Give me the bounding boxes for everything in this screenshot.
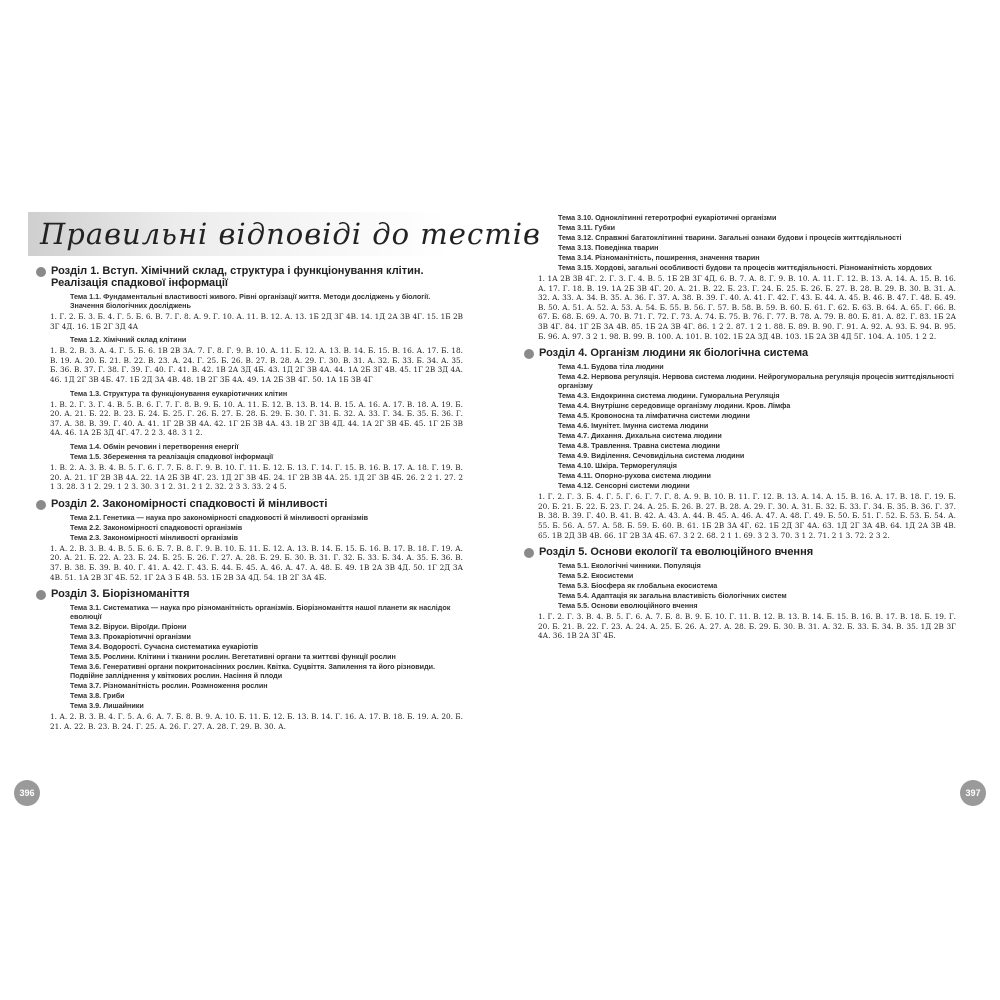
topic-heading: Тема 1.3. Структура та функціонування еукаріотичних клітин xyxy=(70,388,288,398)
topic-heading: Тема 4.2. Нервова регуляція. Нервова система людини. Нейрогуморальна регуляція процесів життєдіяльності організму xyxy=(558,372,954,391)
section-title: Розділ 1. Вступ. Хімічний склад, структура і функціонування клітин. Реалізація спадкової інформації xyxy=(51,265,424,289)
topic-heading: Тема 4.12. Сенсорні системи людини xyxy=(558,481,690,491)
topic-heading: Тема 4.11. Опорно-рухова система людини xyxy=(558,471,711,481)
circle-bullet-icon xyxy=(36,267,46,277)
circle-bullet-icon xyxy=(36,590,46,600)
answer-key: 1. 1А 2В 3В 4Г. 2. Г. 3. Г. 4. В. 5. 1Б 2В 3Г 4Д. 6. В. 7. А. 8. Г. 9. В. 10. А. 11. Г. 12. В. 13. А. 14. А. 15. В. 16. А. 17. Г. 18. В. 19. 1А 2Б 3В 4Г. 20. А. 21. В. 22. Б. 23. Г. 24. Б. 25. Б. 26. Б. 27. В. 28. В. 29. В. 30. В. 31. А. 32. А. 33. А. 34. В. 35. А. 36. Г. 37. А. 38. В. 39. Г. 40. А. 41. Г. 42. Г. 43. Б. 44. А. 45. В. 46. В. 47. Г. 48. Б. 49. В. 50. А. 51. А. 52. А. 53. А. 54. Б. 55. В. 56. Г. 57. В. 58. В. 59. В. 60. Б. 61. Г. 62. Б. 63. В. 64. А. 65. Г. 66. В. 67. Б. 68. Б. 69. А. 70. В. 71. Г. 72. Г. 73. А. 74. Б. 75. В. 76. Г. 77. В. 78. А. 79. В. 80. Б. 81. А. 82. Г. 83. 1Б 2А 3В 4Г. 84. 1Г 2Б 3А 4В. 85. 1Б 2А 3В 4Г. 86. 1 2 2. 87. 1 2 1. 88. Б. 89. В. 90. Г. 91. А. 92. А. 93. Б. 94. В. 95. Б. 96. А. 97. 3 2 1. 98. В. 99. В. 100. А. 101. В. 102. 1Б 2А 3Д 4В. 103. 1Б 2А 3В 4Д 5Г. 104. А. 105. 1 2 2. xyxy=(538,274,956,341)
circle-bullet-icon xyxy=(524,548,534,558)
answer-key: 1. В. 2. А. 3. В. 4. В. 5. Г. 6. Г. 7. Б. 8. Г. 9. В. 10. Г. 11. Б. 12. Б. 13. Г. 14. Г. 15. В. 16. В. 17. А. 18. Г. 19. В. 20. А. 21. 1Г 2В 3В 4А. 22. 1А 2Б 3В 4Г. 23. 1Д 2Г 3В 4Б. 24. 1Г 2В 3В 4А. 25. 1Д 2Г 3В 4Б. 26. 2 2 1. 27. 2 1 3. 28. 3 1 2. 29. 1 2 3. 30. 3 1 2. 31. 2 1 2. 32. 2 3 3. 33. 2 4 5. xyxy=(50,462,463,492)
section-heading xyxy=(524,347,956,359)
topic-heading: Тема 4.7. Дихання. Дихальна система людини xyxy=(558,431,722,441)
page-number-right: 397 xyxy=(960,780,986,806)
title-banner xyxy=(28,212,541,256)
topic-heading: Тема 1.2. Хімічний склад клітини xyxy=(70,335,187,345)
topic-heading: Тема 3.10. Одноклітинні гетеротрофні еукаріотичні організми xyxy=(558,213,777,222)
answer-key: 1. А. 2. В. 3. В. 4. Г. 5. А. 6. А. 7. Б. 8. В. 9. А. 10. Б. 11. Б. 12. Б. 13. В. 14. Г. 16. А. 17. В. 18. Б. 19. А. 20. Б. 21. А. 22. В. 23. В. 24. Г. 25. А. 26. Г. 27. А. 28. Г. 29. В. 30. А. xyxy=(50,712,463,731)
topic-heading: Тема 4.8. Травлення. Травна система людини xyxy=(558,441,720,451)
left-page xyxy=(40,212,541,735)
topic-heading: Тема 3.2. Віруси. Віроїди. Пріони xyxy=(70,622,187,632)
topic-heading: Тема 5.2. Екосистеми xyxy=(558,571,634,581)
topic-heading: Тема 4.3. Ендокринна система людини. Гуморальна Регуляція xyxy=(558,391,780,401)
topic-heading: Тема 3.14. Різноманітність, поширення, значення тварин xyxy=(558,253,760,262)
section-title: Розділ 3. Біорізноманіття xyxy=(51,588,190,601)
page-number-left: 396 xyxy=(14,780,40,806)
topic-heading: Тема 4.1. Будова тіла людини xyxy=(558,362,664,372)
section-heading xyxy=(36,265,463,289)
topic-heading: Тема 3.7. Різноманітність рослин. Розмноження рослин xyxy=(70,681,268,691)
topic-heading: Тема 2.2. Закономірності спадковості організмів xyxy=(70,522,243,532)
right-page xyxy=(538,212,956,645)
answer-key: 1. В. 2. Г. 3. Г. 4. В. 5. В. 6. Г. 7. Г. 8. В. 9. Б. 10. А. 11. Б. 12. В. 13. В. 14. В. 15. А. 16. А. 17. В. 18. А. 19. Б. 20. А. 21. Б. 22. В. 23. Б. 24. Б. 25. Г. 26. Б. 27. Б. 28. Б. 29. Б. 30. Г. 31. Б. 32. А. 33. Г. 34. Б. 35. Б. 36. Г. 37. А. 38. В. 39. Г. 40. А. 41. 1Г 2В 3В 4А. 42. 1Г 2Б 3В 4А. 43. 1В 2Г 3В 4Д. 44. 1А 2Г 3В 4Б. 45. 1Г 2Б 3В 4А. 46. 1А 2Б 3Д 4Г. 47. 2 2 3. 48. 3 1 2. xyxy=(50,399,463,438)
topic-heading: Тема 3.4. Водорості. Сучасна систематика еукаріотів xyxy=(70,642,259,652)
topic-heading: Тема 2.3. Закономірності мінливості організмів xyxy=(70,532,239,542)
circle-bullet-icon xyxy=(524,349,534,359)
page-title: Правильні відповіді до тестів xyxy=(40,217,541,251)
topic-heading: Тема 5.4. Адаптація як загальна властивість біологічних систем xyxy=(558,591,787,601)
circle-bullet-icon xyxy=(36,500,46,510)
topic-heading: Тема 3.1. Систематика — наука про різноманітність організмів. Біорізноманіття нашої планети як наслідок еволюції xyxy=(70,603,451,622)
topic-heading: Тема 5.3. Біосфера як глобальна екосистема xyxy=(558,581,718,591)
topic-heading: Тема 3.6. Генеративні органи покритонасінних рослин. Квітка. Суцвіття. Запилення та його різновиди. Подвійне запліднення у квіткових рослин. Насіння й плоди xyxy=(70,662,436,681)
section-title: Розділ 5. Основи екології та еволюційного вчення xyxy=(539,546,814,559)
topic-heading: Тема 2.1. Генетика — наука про закономірності спадковості й мінливості організмів xyxy=(70,512,369,522)
section-heading xyxy=(36,498,463,510)
topic-heading: Тема 3.3. Прокаріотичні організми xyxy=(70,632,191,642)
topic-heading: Тема 4.4. Внутрішнє середовище організму людини. Кров. Лімфа xyxy=(558,401,791,411)
left-page-content xyxy=(50,265,463,731)
topic-heading: Тема 5.5. Основи еволюційного вчення xyxy=(558,601,698,611)
topic-heading: Тема 3.12. Справжні багатоклітинні тварини. Загальні ознаки будови і процесів життєдіяльності xyxy=(558,233,902,242)
topic-heading: Тема 3.13. Поведінка тварин xyxy=(558,243,659,252)
topic-heading: Тема 4.5. Кровоносна та лімфатична системи людини xyxy=(558,411,750,421)
answer-key: 1. Г. 2. Г. 3. В. 4. В. 5. Г. 6. А. 7. Б. 8. В. 9. Б. 10. Г. 11. В. 12. В. 13. В. 14. Б. 15. В. 16. В. 17. В. 18. Б. 19. Г. 20. Б. 21. В. 22. Г. 23. А. 24. А. 25. Б. 26. А. 27. А. 28. Б. 29. Б. 30. В. 31. А. 32. Б. 33. Б. 34. В. 35. 1Д 2В 3Г 4А. 36. 1В 2А 3Г 4Б. xyxy=(538,612,956,641)
topic-heading: Тема 1.1. Фундаментальні властивості живого. Рівні організації життя. Методи досліджень у біології. Значення біологічних досліджень xyxy=(70,292,431,310)
topic-heading: Тема 3.8. Гриби xyxy=(70,691,125,701)
right-page-content xyxy=(538,213,956,641)
section-title: Розділ 4. Організм людини як біологічна система xyxy=(539,347,809,360)
topic-heading: Тема 3.15. Хордові, загальні особливості будови та процесів життєдіяльності. Різноманітність хордових xyxy=(558,263,932,272)
topic-heading: Тема 5.1. Екологічні чинники. Популяція xyxy=(558,561,701,571)
topic-heading: Тема 4.10. Шкіра. Терморегуляція xyxy=(558,461,677,471)
topic-heading: Тема 1.4. Обмін речовин і перетворення енергії xyxy=(70,441,239,451)
answer-key: 1. А. 2. В. 3. В. 4. В. 5. Б. 6. Б. 7. В. 8. Г. 9. В. 10. Б. 11. Б. 12. А. 13. В. 14. Б. 15. Б. 16. В. 17. В. 18. Г. 19. А. 20. А. 21. Б. 22. А. 23. Б. 24. Б. 25. Б. 26. Г. 27. А. 28. Б. 29. Б. 30. В. 31. Г. 32. Б. 33. Б. 34. А. 35. Б. 36. В. 37. В. 38. Б. 39. В. 40. Г. 41. А. 42. Г. 43. Б. 44. Б. 45. А. 46. А. 47. А. 48. Б. 49. 1В 2А 3В 4Д. 50. 1Г 2Д 3А 4В. 51. 1А 2В 3Г 4Б. 52. 1Г 2А 3 Б 4В. 53. 1Б 2В 3А 4Д. 54. 1В 2Г 3А 4Б. xyxy=(50,543,463,582)
topic-heading: Тема 3.11. Губки xyxy=(558,223,615,232)
section-heading xyxy=(36,588,463,600)
section-title: Розділ 2. Закономірності спадковості й мінливості xyxy=(51,497,328,510)
answer-key: 1. Г. 2. Б. 3. Б. 4. Г. 5. Б. 6. В. 7. Г. 8. А. 9. Г. 10. А. 11. В. 12. А. 13. 1Б 2Д 3Г 4В. 14. 1Д 2А 3В 4Г. 15. 1Б 2В 3Г 4Д. 16. 1Б 2Г 3Д 4А xyxy=(50,312,463,331)
topic-heading: Тема 3.5. Рослини. Клітини і тканини рослин. Вегетативні органи та життєві функції рослин xyxy=(70,652,396,662)
answer-key: 1. В. 2. В. 3. А. 4. Г. 5. Б. 6. 1В 2В 3А. 7. Г. 8. Г. 9. В. 10. А. 11. Б. 12. А. 13. В. 14. Б. 15. В. 16. А. 17. Б. 18. В. 19. А. 20. Б. 21. В. 22. В. 23. А. 24. Г. 25. Б. 26. В. 27. В. 28. А. 29. Г. 30. В. 31. А. 32. Б. 33. Б. 34. А. 35. Б. 36. В. 37. Г. 38. Г. 39. Г. 40. Г. 41. В. 42. 1В 2А 3Д 4Б. 43. 1Д 2Г 3В 4А. 44. 1А 2Б 3Г 4В. 45. 1Г 2В 3Д 4А. 46. 1Д 2Г 3В 4Б. 47. 1Б 2Д 3А 4В. 48. 1В 2Г 3Б 4А. 49. 1А 2Б 3В 4Г. 50. 1А 1Б 3В 4Г xyxy=(50,346,463,384)
section-heading xyxy=(524,546,956,558)
topic-heading: Тема 1.5. Збереження та реалізація спадкової інформації xyxy=(70,451,274,461)
topic-heading: Тема 3.9. Лишайники xyxy=(70,701,144,711)
topic-heading: Тема 4.6. Імунітет. Імунна система людини xyxy=(558,421,709,431)
topic-heading: Тема 4.9. Виділення. Сечовидільна система людини xyxy=(558,451,745,461)
answer-key: 1. Г. 2. Г. 3. Б. 4. Г. 5. Г. 6. Г. 7. Г. 8. А. 9. В. 10. В. 11. Г. 12. В. 13. А. 14. А. 15. В. 16. А. 17. В. 18. Г. 19. Б. 20. Б. 21. Б. 22. Б. 23. Г. 24. А. 25. Б. 26. В. 27. В. 28. А. 29. Г. 30. А. 31. Б. 32. Б. 33. Г. 34. Б. 35. В. 36. Г. 37. В. 38. В. 39. Г. 40. В. 41. В. 42. А. 43. А. 44. В. 45. А. 46. А. 47. А. 48. Г. 49. Б. 50. Б. 51. Г. 52. Б. 53. Б. 54. А. 55. Б. 56. А. 57. А. 58. Б. 59. Б. 60. В. 61. 1Б 2В 3А 4Г. 62. 1Б 2Д 3Г 4А. 63. 1Д 2Г 3А 4В. 64. 1Д 2А 3В 4В. 65. 1В 2Д 3В 4В. 66. 1Г 2В 3А 4Б. 67. 3 2 2. 68. 2 1 1. 69. 3 2 3. 70. 3 1 2. 71. 2 1 3. 72. 2 3 2. xyxy=(538,492,956,540)
